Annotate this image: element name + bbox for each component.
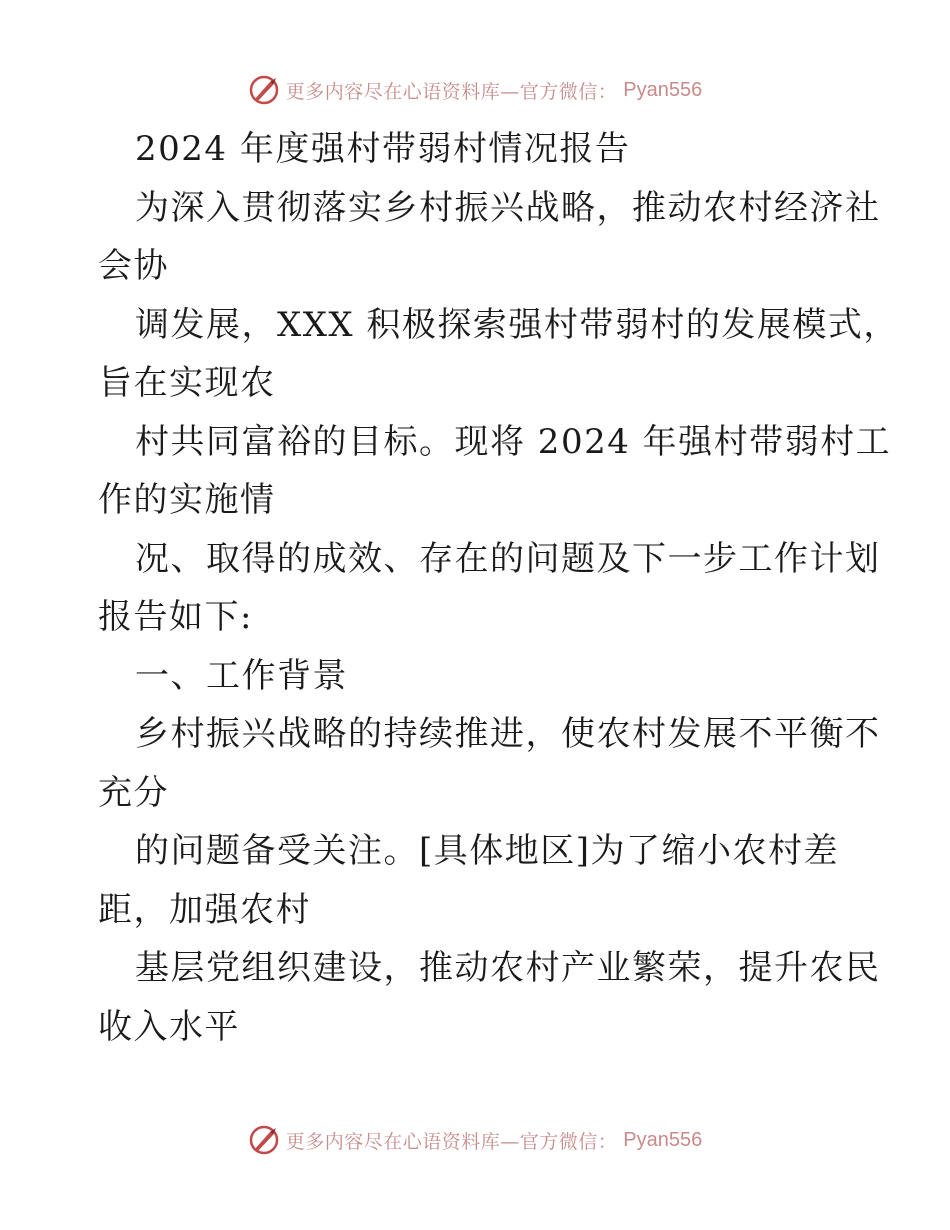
document-line: 调发展，XXX 积极探索强村带弱村的发展模式， — [135, 304, 899, 345]
document-line: 乡村振兴战略的持续推进，使农村发展不平衡不 — [135, 714, 881, 754]
banner-text: 更多内容尽在心语资料库—官方微信： — [285, 1130, 618, 1153]
document-line: 充分 — [98, 772, 169, 813]
document-line: 旨在实现农 — [98, 363, 276, 403]
document-line: 作的实施情 — [98, 480, 276, 520]
document-line: 2024 年度强村带弱村情况报告 — [135, 129, 631, 169]
document-line: 会协 — [98, 246, 169, 286]
document-line: 距，加强农村 — [98, 889, 311, 930]
document-line: 一、工作背景 — [135, 655, 348, 696]
banner-wechat-id: Pyan556 — [623, 78, 703, 101]
banner-text: 更多内容尽在心语资料库—官方微信： — [285, 80, 618, 103]
banner-wechat-id: Pyan556 — [623, 1128, 703, 1151]
document-body — [98, 120, 899, 1056]
document-line: 况、取得的成效、存在的问题及下一步工作计划 — [135, 538, 881, 579]
footer-watermark-banner — [0, 1120, 950, 1160]
quill-logo-icon — [248, 74, 280, 106]
document-line: 基层党组织建设，推动农村产业繁荣，提升农民 — [135, 948, 881, 988]
header-watermark-banner — [0, 70, 950, 110]
document-line: 的问题备受关注。[具体地区]为了缩小农村差 — [135, 831, 840, 871]
document-line: 为深入贯彻落实乡村振兴战略，推动农村经济社 — [135, 187, 881, 228]
quill-logo-icon — [248, 1124, 280, 1156]
document-line: 报告如下: — [98, 597, 253, 637]
document-line: 收入水平 — [98, 1006, 240, 1047]
document-line: 村共同富裕的目标。现将 2024 年强村带弱村工 — [135, 421, 892, 462]
